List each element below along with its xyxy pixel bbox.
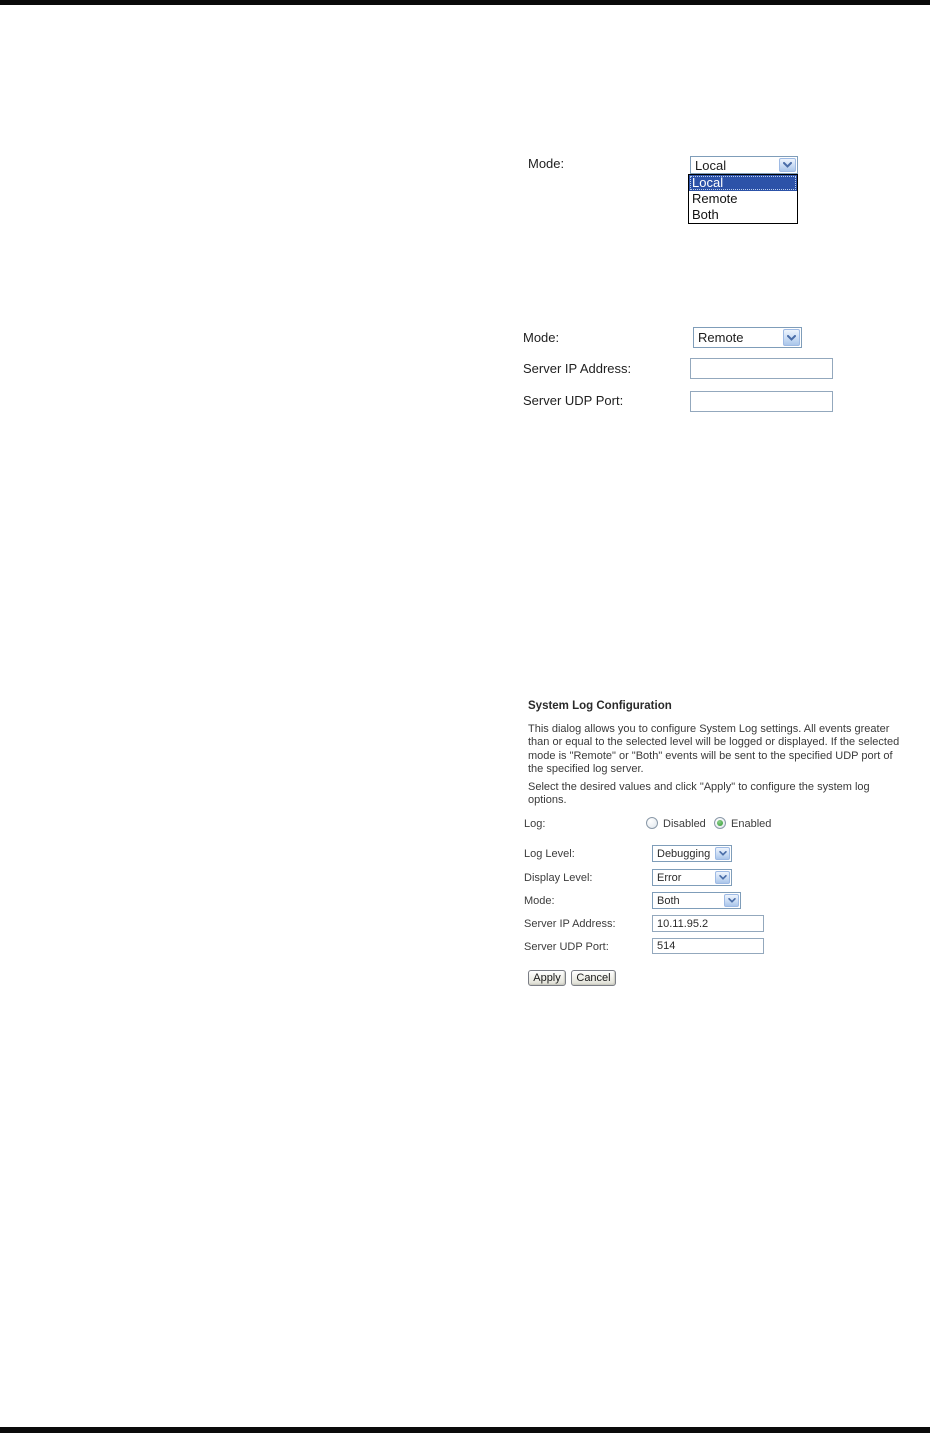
- syslog-description: This dialog allows you to configure System Log settings. All events greater than or equal to the selected level will be logged or displayed. If the selected mode is "Remote" or "Both" events will be sent to the specified UDP port of the specified log server.: [528, 723, 900, 776]
- mode-select-remote[interactable]: [693, 327, 802, 348]
- syslog-mode-select[interactable]: [652, 892, 741, 909]
- dropdown-option-remote[interactable]: Remote: [692, 191, 738, 206]
- mode-label-remote-figure: Mode:: [523, 330, 560, 345]
- syslog-mode-label: Mode:: [524, 895, 555, 907]
- combo-arrow-button[interactable]: [724, 894, 739, 907]
- mode-select[interactable]: [690, 156, 798, 174]
- syslog-server-ip-label: Server IP Address:: [524, 918, 616, 930]
- syslog-server-ip-input[interactable]: [652, 915, 764, 932]
- log-disabled-radio[interactable]: [646, 817, 658, 829]
- page-bottom-rule: [0, 1427, 930, 1433]
- cancel-button[interactable]: Cancel: [571, 970, 616, 986]
- dropdown-option-local[interactable]: Local: [689, 175, 797, 191]
- log-disabled-label: Disabled: [663, 818, 706, 830]
- page-top-rule: [0, 0, 930, 5]
- combo-arrow-button[interactable]: [715, 847, 730, 860]
- syslog-instruction: Select the desired values and click "Apply" to configure the system log options.: [528, 781, 870, 807]
- chevron-down-icon: [787, 335, 796, 341]
- dropdown-option-both[interactable]: Both: [692, 207, 719, 222]
- syslog-server-udp-port-label: Server UDP Port:: [524, 941, 609, 953]
- log-enabled-label: Enabled: [731, 818, 772, 830]
- mode-label: Mode:: [528, 156, 565, 171]
- mode-dropdown-list: [688, 174, 798, 224]
- chevron-down-icon: [719, 851, 727, 856]
- log-label: Log:: [524, 818, 546, 830]
- syslog-server-udp-port-input[interactable]: [652, 938, 764, 954]
- display-level-label: Display Level:: [524, 872, 593, 884]
- mode-select-remote-value: Remote: [698, 330, 744, 345]
- syslog-panel-title: System Log Configuration: [528, 700, 672, 712]
- server-ip-input-remote-figure[interactable]: [690, 358, 833, 379]
- log-level-select-value: Debugging: [657, 847, 711, 860]
- server-ip-label-remote-figure: Server IP Address:: [523, 361, 632, 376]
- mode-select-value: Local: [695, 157, 727, 173]
- log-level-select[interactable]: [652, 845, 732, 862]
- combo-arrow-button[interactable]: [779, 158, 796, 172]
- display-level-select[interactable]: [652, 869, 732, 886]
- combo-arrow-button[interactable]: [715, 871, 730, 884]
- combo-arrow-button[interactable]: [783, 329, 800, 346]
- syslog-mode-select-value: Both: [657, 894, 680, 907]
- display-level-select-value: Error: [657, 871, 682, 884]
- apply-button[interactable]: Apply: [528, 970, 566, 986]
- chevron-down-icon: [783, 162, 792, 168]
- log-enabled-radio[interactable]: [714, 817, 726, 829]
- chevron-down-icon: [719, 875, 727, 880]
- server-udp-port-label-remote-figure: Server UDP Port:: [523, 393, 624, 408]
- chevron-down-icon: [728, 898, 736, 903]
- server-udp-port-input-remote-figure[interactable]: [690, 391, 833, 412]
- log-level-label: Log Level:: [524, 848, 575, 860]
